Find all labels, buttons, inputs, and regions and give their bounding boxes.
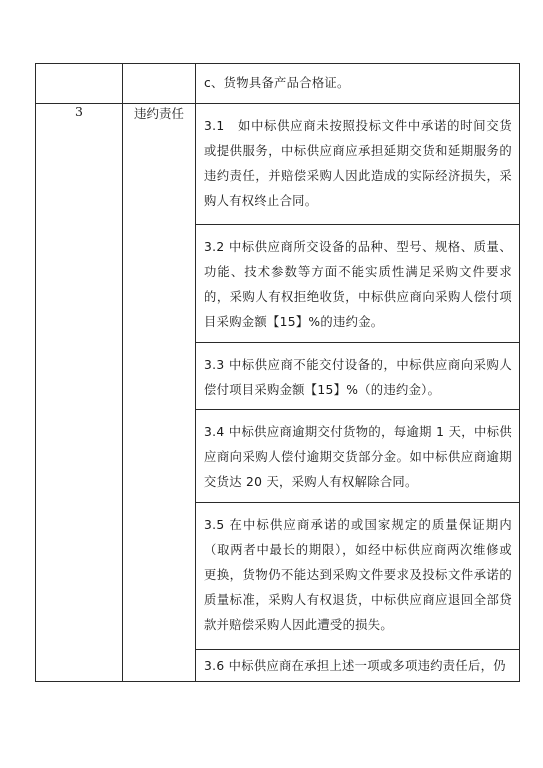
clause-3-6: 3.6 中标供应商在承担上述一项或多项违约责任后，仍 — [204, 659, 506, 673]
row-label: 违约责任 — [123, 104, 196, 682]
clause-3-5: 3.5 在中标供应商承诺的或国家规定的质量保证期内（取两者中最长的期限），如经中标供应商两次维修或更换，货物仍不能达到采购文件要求及投标文件承诺的质量标准，采购人有权退货，中标供应商应退回全部贷款并赔偿采购人因此遭受的损失。 — [204, 518, 512, 632]
content-cell — [196, 64, 520, 104]
content-cell — [196, 225, 520, 343]
content-cell — [196, 104, 520, 225]
clause-3-4: 3.4 中标供应商逾期交付货物的，每逾期 1 天，中标供应商向采购人偿付逾期交货部分金。如中标供应商逾期交货达 20 天，采购人有权解除合同。 — [204, 425, 512, 489]
clause-item-c: c、货物具备产品合格证。 — [204, 76, 350, 90]
clause-3-2: 3.2 中标供应商所交设备的品种、型号、规格、质量、功能、技术参数等方面不能实质性满足采购文件要求的，采购人有权拒绝收货，中标供应商向采购人偿付项目采购金额【15】%的违约金。 — [204, 240, 512, 329]
content-cell — [196, 410, 520, 503]
table-row — [36, 64, 520, 104]
clause-3-3: 3.3 中标供应商不能交付设备的，中标供应商向采购人偿付项目采购金额【15】%（的违约金）。 — [204, 358, 512, 397]
content-cell — [196, 343, 520, 410]
row-number: 3 — [36, 104, 123, 682]
content-cell — [196, 503, 520, 650]
clause-3-1: 3.1 如中标供应商未按照投标文件中承诺的时间交货或提供服务，中标供应商应承担延期交货和延期服务的违约责任，并赔偿采购人因此造成的实际经济损失，采购人有权终止合同。 — [204, 119, 512, 208]
contract-table — [35, 63, 520, 682]
content-cell — [196, 650, 520, 682]
label-cell — [123, 64, 196, 104]
number-cell — [36, 64, 123, 104]
table-row — [36, 104, 520, 225]
